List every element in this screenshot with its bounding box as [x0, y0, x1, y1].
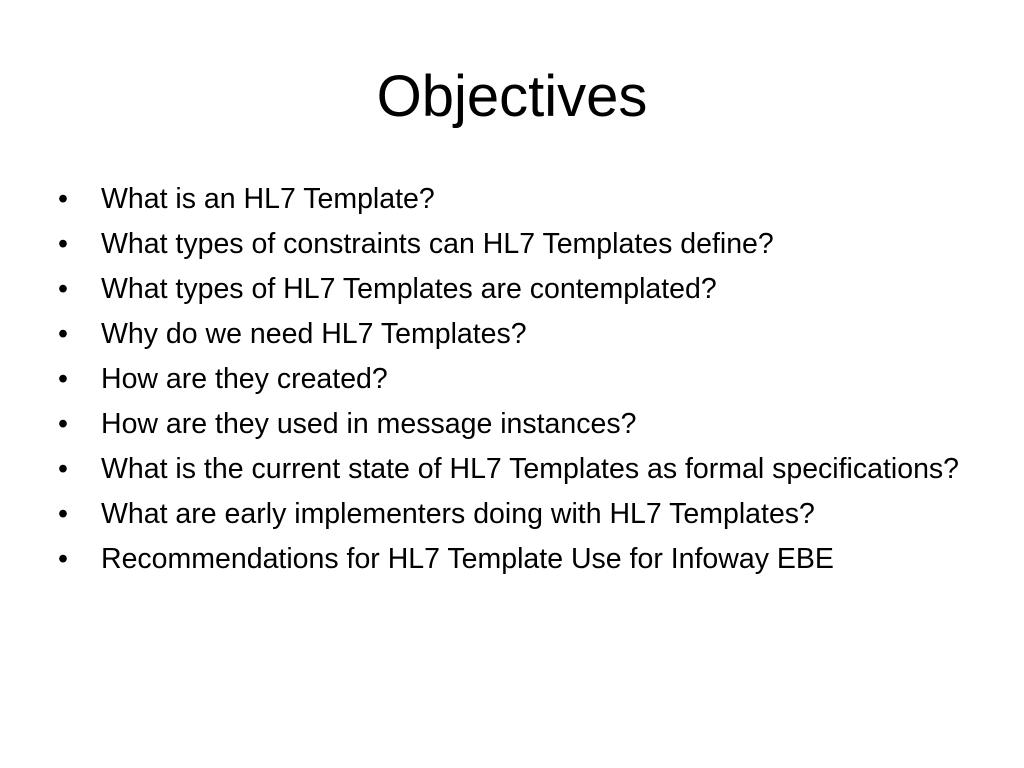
bullet-text: What is an HL7 Template?	[101, 183, 435, 215]
bullet-item	[58, 182, 978, 216]
bullet-text: Why do we need HL7 Templates?	[101, 318, 527, 350]
bullet-item	[58, 452, 978, 486]
bullet-icon: •	[58, 228, 68, 260]
bullet-icon: •	[58, 543, 68, 575]
bullet-icon: •	[58, 183, 68, 215]
bullet-text: How are they created?	[101, 363, 388, 395]
bullet-item	[58, 317, 978, 351]
bullet-text: What is the current state of HL7 Templates as formal specifications?	[101, 453, 960, 485]
bullet-icon: •	[58, 318, 68, 350]
bullet-icon: •	[58, 408, 68, 440]
bullet-icon: •	[58, 363, 68, 395]
bullet-item	[58, 272, 978, 306]
bullet-text: What types of HL7 Templates are contemplated?	[101, 273, 717, 305]
bullet-item	[58, 497, 978, 531]
bullet-item	[58, 407, 978, 441]
bullet-icon: •	[58, 498, 68, 530]
bullet-item	[58, 542, 978, 576]
bullet-icon: •	[58, 453, 68, 485]
slide-title: Objectives	[376, 64, 648, 129]
bullet-icon: •	[58, 273, 68, 305]
bullet-text: Recommendations for HL7 Template Use for Infoway EBE	[101, 543, 834, 575]
bullet-text: What types of constraints can HL7 Templates define?	[101, 228, 774, 260]
bullet-item	[58, 227, 978, 261]
bullet-list	[58, 182, 978, 587]
bullet-text: What are early implementers doing with HL7 Templates?	[101, 498, 815, 530]
bullet-text: How are they used in message instances?	[101, 408, 637, 440]
bullet-item	[58, 362, 978, 396]
